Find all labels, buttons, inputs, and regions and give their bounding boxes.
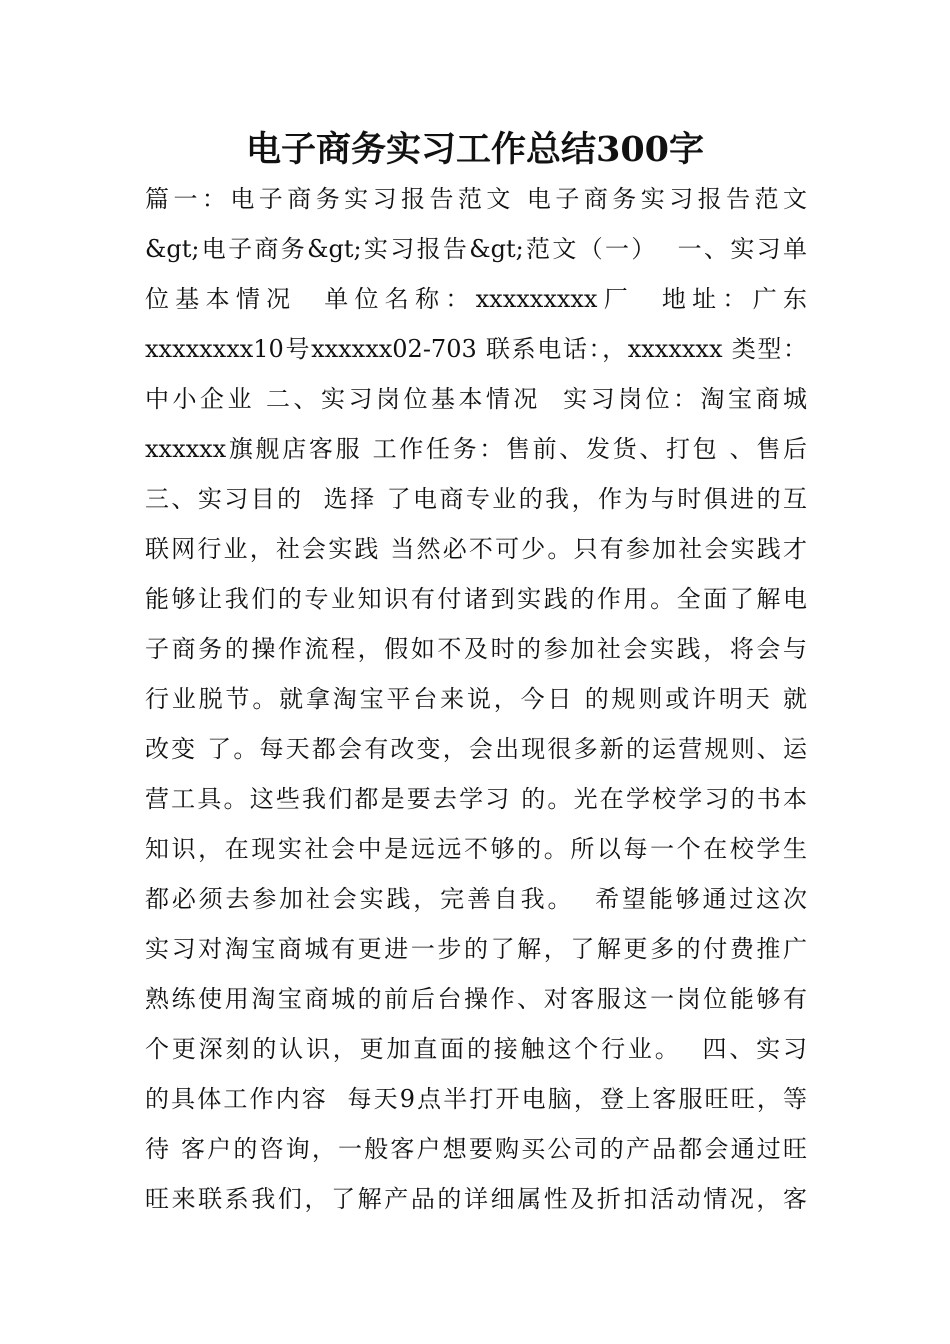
body-line: 联网行业，社会实践 当然必不可少。只有参加社会实践才 <box>145 535 807 563</box>
body-line: 改变 了。每天都会有改变，会出现很多新的运营规则、运 <box>145 735 807 763</box>
body-line: 三、实习目的 选择 了电商专业的我，作为与时俱进的互 <box>145 485 807 513</box>
body-line: 篇一：电子商务实习报告范文 电子商务实习报告范文 <box>145 185 807 213</box>
body-line: 旺来联系我们，了解产品的详细属性及折扣活动情况，客 <box>145 1185 807 1213</box>
body-line: 能够让我们的专业知识有付诸到实践的作用。全面了解电 <box>145 585 807 613</box>
body-line: 中小企业 二、实习岗位基本情况 实习岗位：淘宝商城 <box>145 385 807 413</box>
body-line: 知识，在现实社会中是远远不够的。所以每一个在校学生 <box>145 835 807 863</box>
body-line: 的具体工作内容 每天9点半打开电脑，登上客服旺旺，等 <box>145 1085 807 1113</box>
document-title: 电子商务实习工作总结300字 <box>245 129 705 170</box>
document-body <box>145 174 807 1224</box>
body-line: 营工具。这些我们都是要去学习 的。光在学校学习的书本 <box>145 785 807 813</box>
body-line: 位基本情况 单位名称：xxxxxxxxx厂 地址：广东 <box>145 285 807 313</box>
body-line: 都必须去参加社会实践，完善自我。 希望能够通过这次 <box>145 885 807 913</box>
body-line: 熟练使用淘宝商城的前后台操作、对客服这一岗位能够有 <box>145 985 807 1013</box>
body-line: 个更深刻的认识，更加直面的接触这个行业。 四、实习 <box>145 1035 807 1063</box>
body-line: &gt;电子商务&gt;实习报告&gt;范文（一） 一、实习单 <box>145 235 807 263</box>
body-line: 子商务的操作流程，假如不及时的参加社会实践，将会与 <box>145 635 807 663</box>
body-line: 行业脱节。就拿淘宝平台来说，今日 的规则或许明天 就 <box>145 685 807 713</box>
body-line: xxxxxxxx10号xxxxxx02-703 联系电话：，xxxxxxx 类型： <box>145 335 807 363</box>
body-line: xxxxxx旗舰店客服 工作任务：售前、发货、打包 、售后 <box>145 435 807 463</box>
body-line: 实习对淘宝商城有更进一步的了解，了解更多的付费推广 <box>145 935 807 963</box>
body-line: 待 客户的咨询，一般客户想要购买公司的产品都会通过旺 <box>145 1135 807 1163</box>
